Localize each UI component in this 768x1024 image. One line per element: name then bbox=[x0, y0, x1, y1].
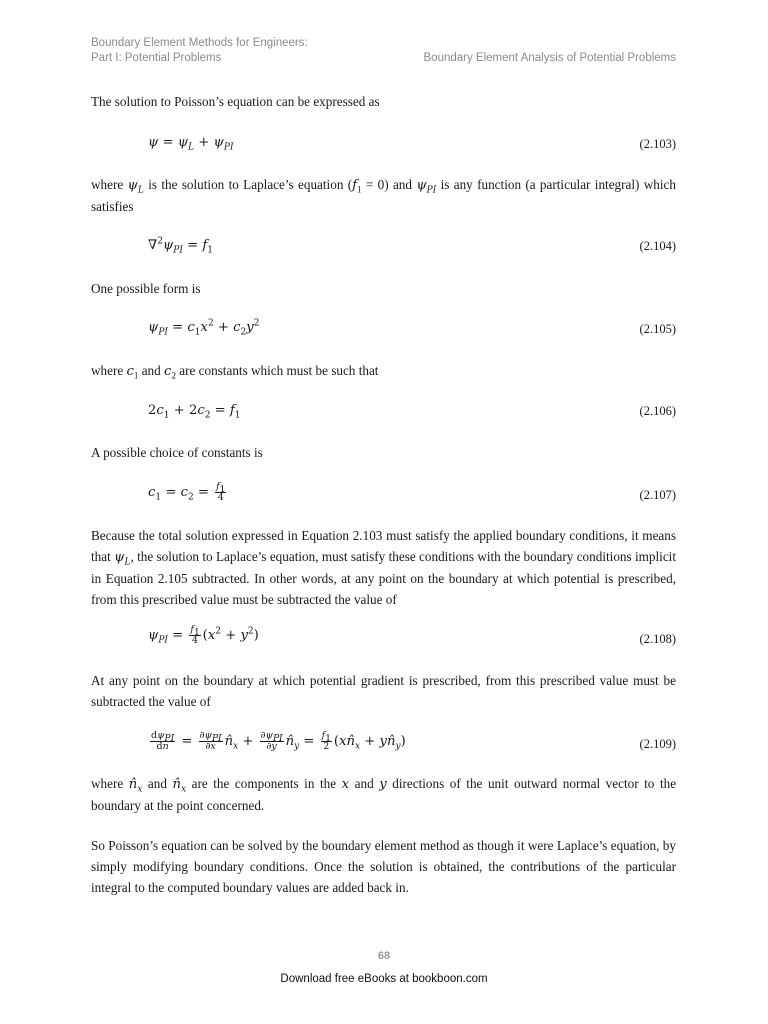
paragraph-8-text-b: and bbox=[147, 776, 167, 791]
equation-number-2-108: (2.108) bbox=[639, 632, 676, 646]
equation-2-104: $\nabla^2\psi_{PI} = f_1$ bbox=[148, 236, 213, 256]
equation-number-2-103: (2.103) bbox=[639, 137, 676, 151]
equation-number-2-109: (2.109) bbox=[639, 737, 676, 751]
paragraph-4: where $c_1$ and $c_2$ are constants which must be such that bbox=[91, 363, 379, 381]
fraction-f1-over-4: $\frac{f_1}{4}$ bbox=[216, 481, 226, 503]
paragraph-2-text-c: and bbox=[392, 177, 412, 192]
paragraph-2: where $\psi_L$ is the solution to Laplace’s equation $(f_1 = 0)$ and $\psi_{PI}$ is any function (a particular integral) which satisfies bbox=[91, 177, 676, 214]
paragraph-4-text-a: where bbox=[91, 363, 124, 378]
paragraph-8-text-e: directions of the unit outward normal vector to the boundary at the point concerned. bbox=[91, 776, 677, 813]
fraction-dpsi-dn: $\frac{d\psi_{PI}}{dn}$ bbox=[151, 730, 175, 752]
paragraph-5: A possible choice of constants is bbox=[91, 445, 263, 460]
paragraph-6-text-b: , the solution to Laplace’s equation, must satisfy these conditions with the boundary conditions implicit in Equation 2.105 subtracted. In other words, at any point on the boundary at which potential is prescribed, from this prescribed value must be subtracted the value of bbox=[91, 549, 676, 607]
fraction-f1-over-2: $\frac{f_1}{2}$ bbox=[321, 730, 331, 752]
paragraph-7: At any point on the boundary at which potential gradient is prescribed, from this prescribed value must be subtracted the value of bbox=[91, 673, 676, 709]
book-title-line-1: Boundary Element Methods for Engineers: bbox=[91, 37, 308, 49]
equation-2-109: $\frac{d\psi_{PI}}{dn}$ = $\frac{\partial\psi_{PI}}{\partial x}$ $n̂_x$ + $\frac{\partial\psi_{PI}}{\partial y}$ $n̂_y$ = $\frac{f_1}{2}$ ($xn̂_x$ + $yn̂_y$) bbox=[151, 730, 406, 752]
paragraph-8-text-c: are the components in the bbox=[191, 776, 337, 791]
paragraph-8-text-a: where bbox=[91, 776, 124, 791]
book-title-line-2: Part I: Potential Problems bbox=[91, 52, 222, 64]
equation-2-107: $c_1 = c_2$ = $\frac{f_1}{4}$ bbox=[148, 481, 226, 503]
equation-2-103: $\psi = \psi_L + \psi_{PI}$ bbox=[148, 135, 234, 153]
paragraph-9: So Poisson’s equation can be solved by the boundary element method as though it were Laplace’s equation, by simply modifying boundary conditions. Once the solution is obtained, the contributions of the particular integral to the computed boundary values are added back in. bbox=[91, 838, 676, 895]
paragraph-3: One possible form is bbox=[91, 281, 201, 296]
equation-2-106: $2c_1 + 2c_2 = f_1$ bbox=[148, 403, 241, 421]
equation-number-2-107: (2.107) bbox=[639, 488, 676, 502]
paragraph-4-text-c: are constants which must be such that bbox=[179, 363, 379, 378]
paragraph-1: The solution to Poisson’s equation can be expressed as bbox=[91, 94, 380, 109]
fraction-f1-over-4: $\frac{f_1}{4}$ bbox=[190, 624, 200, 646]
equation-number-2-106: (2.106) bbox=[639, 404, 676, 418]
equation-2-105: $\psi_{PI} = c_1x^2 + c_2y^2$ bbox=[148, 318, 260, 338]
footer-download-text: Download free eBooks at bookboon.com bbox=[280, 973, 488, 985]
paragraph-6-text-a: Because the total solution expressed in Equation 2.103 must satisfy the applied boundary conditions, it means that bbox=[91, 528, 676, 564]
fraction-dpsi-dy: $\frac{\partial\psi_{PI}}{\partial y}$ bbox=[260, 730, 283, 752]
paragraph-4-text-b: and bbox=[141, 363, 161, 378]
fraction-dpsi-dx: $\frac{\partial\psi_{PI}}{\partial x}$ bbox=[199, 730, 222, 752]
paragraph-8-text-d: and bbox=[354, 776, 374, 791]
paragraph-6: Because the total solution expressed in Equation 2.103 must satisfy the applied boundary conditions, it means that $\psi_L$, the solution to Laplace’s equation, must satisfy these conditions with the boundary conditions implicit in Equation 2.105 subtracted. In other words, at any point on the boundary at which potential is prescribed, from this prescribed value must be subtracted the value of bbox=[91, 528, 676, 607]
paragraph-8: where $n̂_x$ and $n̂_x$ are the components in the x and y directions of the unit outward normal vector to the boundary at the point concerned. bbox=[91, 776, 677, 813]
paragraph-2-text-a: where bbox=[91, 177, 124, 192]
paragraph-2-text-d: is any function (a particular integral) which satisfies bbox=[91, 177, 676, 214]
equation-2-108: $\psi_{PI}$ = $\frac{f_1}{4}$ $(x^2 + y^2)$ bbox=[148, 624, 259, 646]
equation-number-2-105: (2.105) bbox=[639, 322, 676, 336]
paragraph-2-text-b: is the solution to Laplace’s equation bbox=[148, 177, 344, 192]
equation-number-2-104: (2.104) bbox=[639, 239, 676, 253]
running-header-book-title bbox=[91, 36, 308, 66]
page-number: 68 bbox=[377, 950, 391, 962]
running-header-chapter-title: Boundary Element Analysis of Potential Problems bbox=[423, 52, 676, 64]
